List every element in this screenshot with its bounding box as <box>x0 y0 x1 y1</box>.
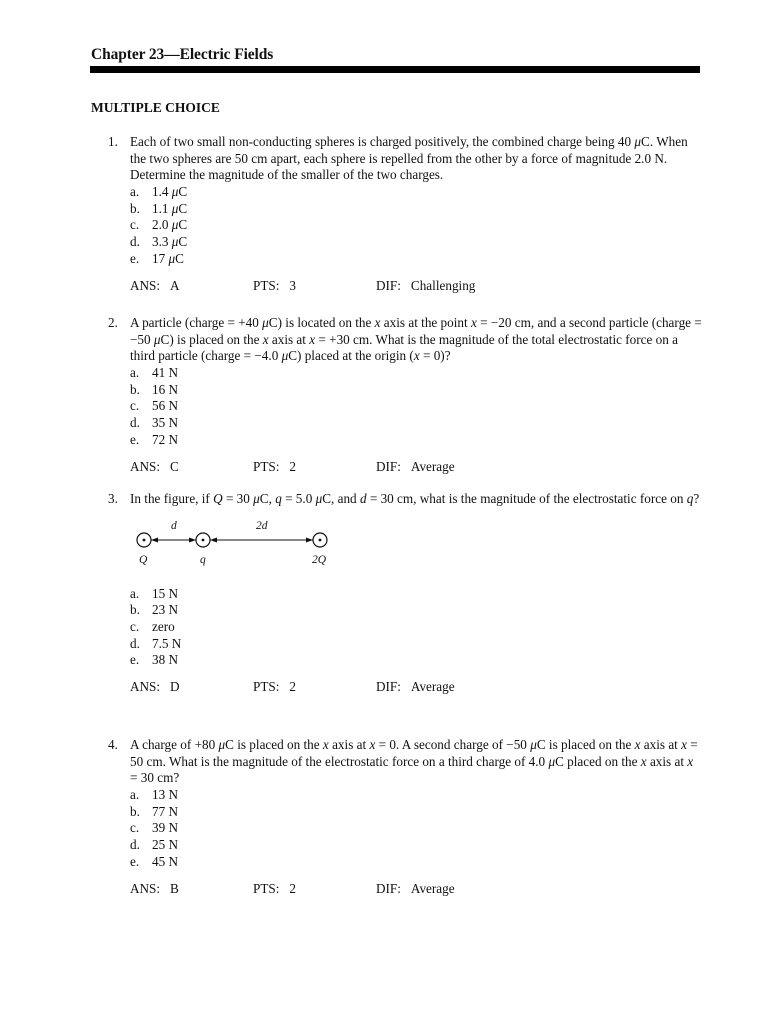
charge-diagram <box>130 518 350 570</box>
option-letter: a. <box>130 787 140 803</box>
label-2Q: 2Q <box>312 553 327 566</box>
label-d: d <box>171 519 177 532</box>
ans-field: ANS: A <box>130 277 180 293</box>
answer-option <box>130 365 702 382</box>
pts-field: PTS: 3 <box>253 277 296 293</box>
option-letter: a. <box>130 365 140 381</box>
question-number: 3. <box>108 491 118 506</box>
option-text: 39 N <box>152 820 179 836</box>
answer-option <box>130 415 702 432</box>
answer-option <box>130 217 702 234</box>
option-text: 1.1 μC <box>152 200 188 216</box>
option-letter: b. <box>130 602 140 618</box>
option-text: 72 N <box>152 431 179 447</box>
charge-2Q-marker <box>313 533 327 547</box>
question-text: A charge of +80 μC is placed on the x axis at x = 0. A second charge of −50 μC is placed on the x axis at x = 50 cm. What is the magnitude of the electrostatic force on a third charge of 4.0 μC placed on the x axis at x = 30 cm? <box>130 737 698 786</box>
option-letter: b. <box>130 381 140 397</box>
ans-field: ANS: D <box>130 679 180 695</box>
answer-key-row <box>130 679 702 696</box>
answer-option <box>130 432 702 449</box>
answer-option <box>130 602 702 619</box>
option-text: 77 N <box>152 803 179 819</box>
option-text: 17 μC <box>152 250 184 266</box>
answer-option <box>130 234 702 251</box>
option-text: 3.3 μC <box>152 234 188 250</box>
answer-key-row <box>130 278 702 295</box>
option-letter: e. <box>130 250 140 266</box>
label-q: q <box>200 553 206 566</box>
answer-option <box>130 837 702 854</box>
question-number: 1. <box>108 134 118 149</box>
dif-field: DIF: Challenging <box>376 277 476 293</box>
option-letter: b. <box>130 200 140 216</box>
option-text: zero <box>152 619 175 635</box>
option-letter: d. <box>130 234 140 250</box>
option-text: 7.5 N <box>152 635 182 651</box>
question-number: 4. <box>108 737 118 752</box>
dif-field: DIF: Average <box>376 458 455 474</box>
question-text: A particle (charge = +40 μC) is located on the x axis at the point x = −20 cm, and a second particle (charge = −50 μC) is placed on the x axis at x = +30 cm. What is the magnitude of the total electrostatic force on a third particle (charge = −4.0 μC) placed at the origin (x = 0)? <box>130 315 702 364</box>
answer-options <box>130 365 702 448</box>
section-heading: MULTIPLE CHOICE <box>91 100 220 115</box>
charge-q-marker <box>196 533 210 547</box>
option-text: 35 N <box>152 415 179 431</box>
option-letter: d. <box>130 415 140 431</box>
answer-option <box>130 398 702 415</box>
option-text: 2.0 μC <box>152 217 188 233</box>
option-letter: e. <box>130 652 140 668</box>
option-text: 16 N <box>152 381 179 397</box>
answer-option <box>130 636 702 653</box>
question-text: Each of two small non-conducting spheres is charged positively, the combined charge being 40 μC. When the two spheres are 50 cm apart, each sphere is repelled from the other by a force of magnitude 2.0 N. Determine the magnitude of the smaller of the two charges. <box>130 134 688 183</box>
answer-option <box>130 820 702 837</box>
pts-field: PTS: 2 <box>253 880 296 896</box>
option-letter: c. <box>130 820 140 836</box>
option-letter: e. <box>130 853 140 869</box>
chapter-title: Chapter 23—Electric Fields <box>91 46 274 63</box>
question-text: In the figure, if Q = 30 μC, q = 5.0 μC, and d = 30 cm, what is the magnitude of the electrostatic force on q? <box>130 491 700 506</box>
option-letter: a. <box>130 585 140 601</box>
dif-field: DIF: Average <box>376 880 455 896</box>
answer-options <box>130 184 702 267</box>
charge-Q-marker <box>137 533 151 547</box>
option-text: 25 N <box>152 837 179 853</box>
option-text: 23 N <box>152 602 179 618</box>
answer-option <box>130 382 702 399</box>
answer-option <box>130 854 702 871</box>
option-letter: b. <box>130 803 140 819</box>
ans-field: ANS: B <box>130 880 179 896</box>
answer-options <box>130 586 702 669</box>
option-letter: d. <box>130 837 140 853</box>
answer-key-row <box>130 459 702 476</box>
answer-option <box>130 787 702 804</box>
answer-key-row <box>130 881 702 898</box>
answer-options <box>130 787 702 870</box>
answer-option <box>130 251 702 268</box>
option-letter: d. <box>130 635 140 651</box>
distance-2d-arrow <box>210 537 313 542</box>
label-Q: Q <box>139 553 148 566</box>
ans-field: ANS: C <box>130 458 179 474</box>
option-letter: a. <box>130 184 140 200</box>
answer-option <box>130 804 702 821</box>
option-text: 13 N <box>152 787 179 803</box>
answer-option <box>130 586 702 603</box>
label-2d: 2d <box>256 519 268 532</box>
answer-option <box>130 184 702 201</box>
question-number: 2. <box>108 315 118 330</box>
answer-option <box>130 619 702 636</box>
option-text: 45 N <box>152 853 179 869</box>
option-text: 1.4 μC <box>152 184 188 200</box>
dif-field: DIF: Average <box>376 679 455 695</box>
pts-field: PTS: 2 <box>253 679 296 695</box>
option-letter: c. <box>130 398 140 414</box>
option-letter: c. <box>130 619 140 635</box>
option-letter: c. <box>130 217 140 233</box>
title-rule <box>90 66 700 73</box>
pts-field: PTS: 2 <box>253 458 296 474</box>
option-text: 41 N <box>152 365 179 381</box>
distance-d-arrow <box>151 537 196 542</box>
option-letter: e. <box>130 431 140 447</box>
option-text: 38 N <box>152 652 179 668</box>
option-text: 15 N <box>152 585 179 601</box>
answer-option <box>130 201 702 218</box>
answer-option <box>130 652 702 669</box>
option-text: 56 N <box>152 398 179 414</box>
